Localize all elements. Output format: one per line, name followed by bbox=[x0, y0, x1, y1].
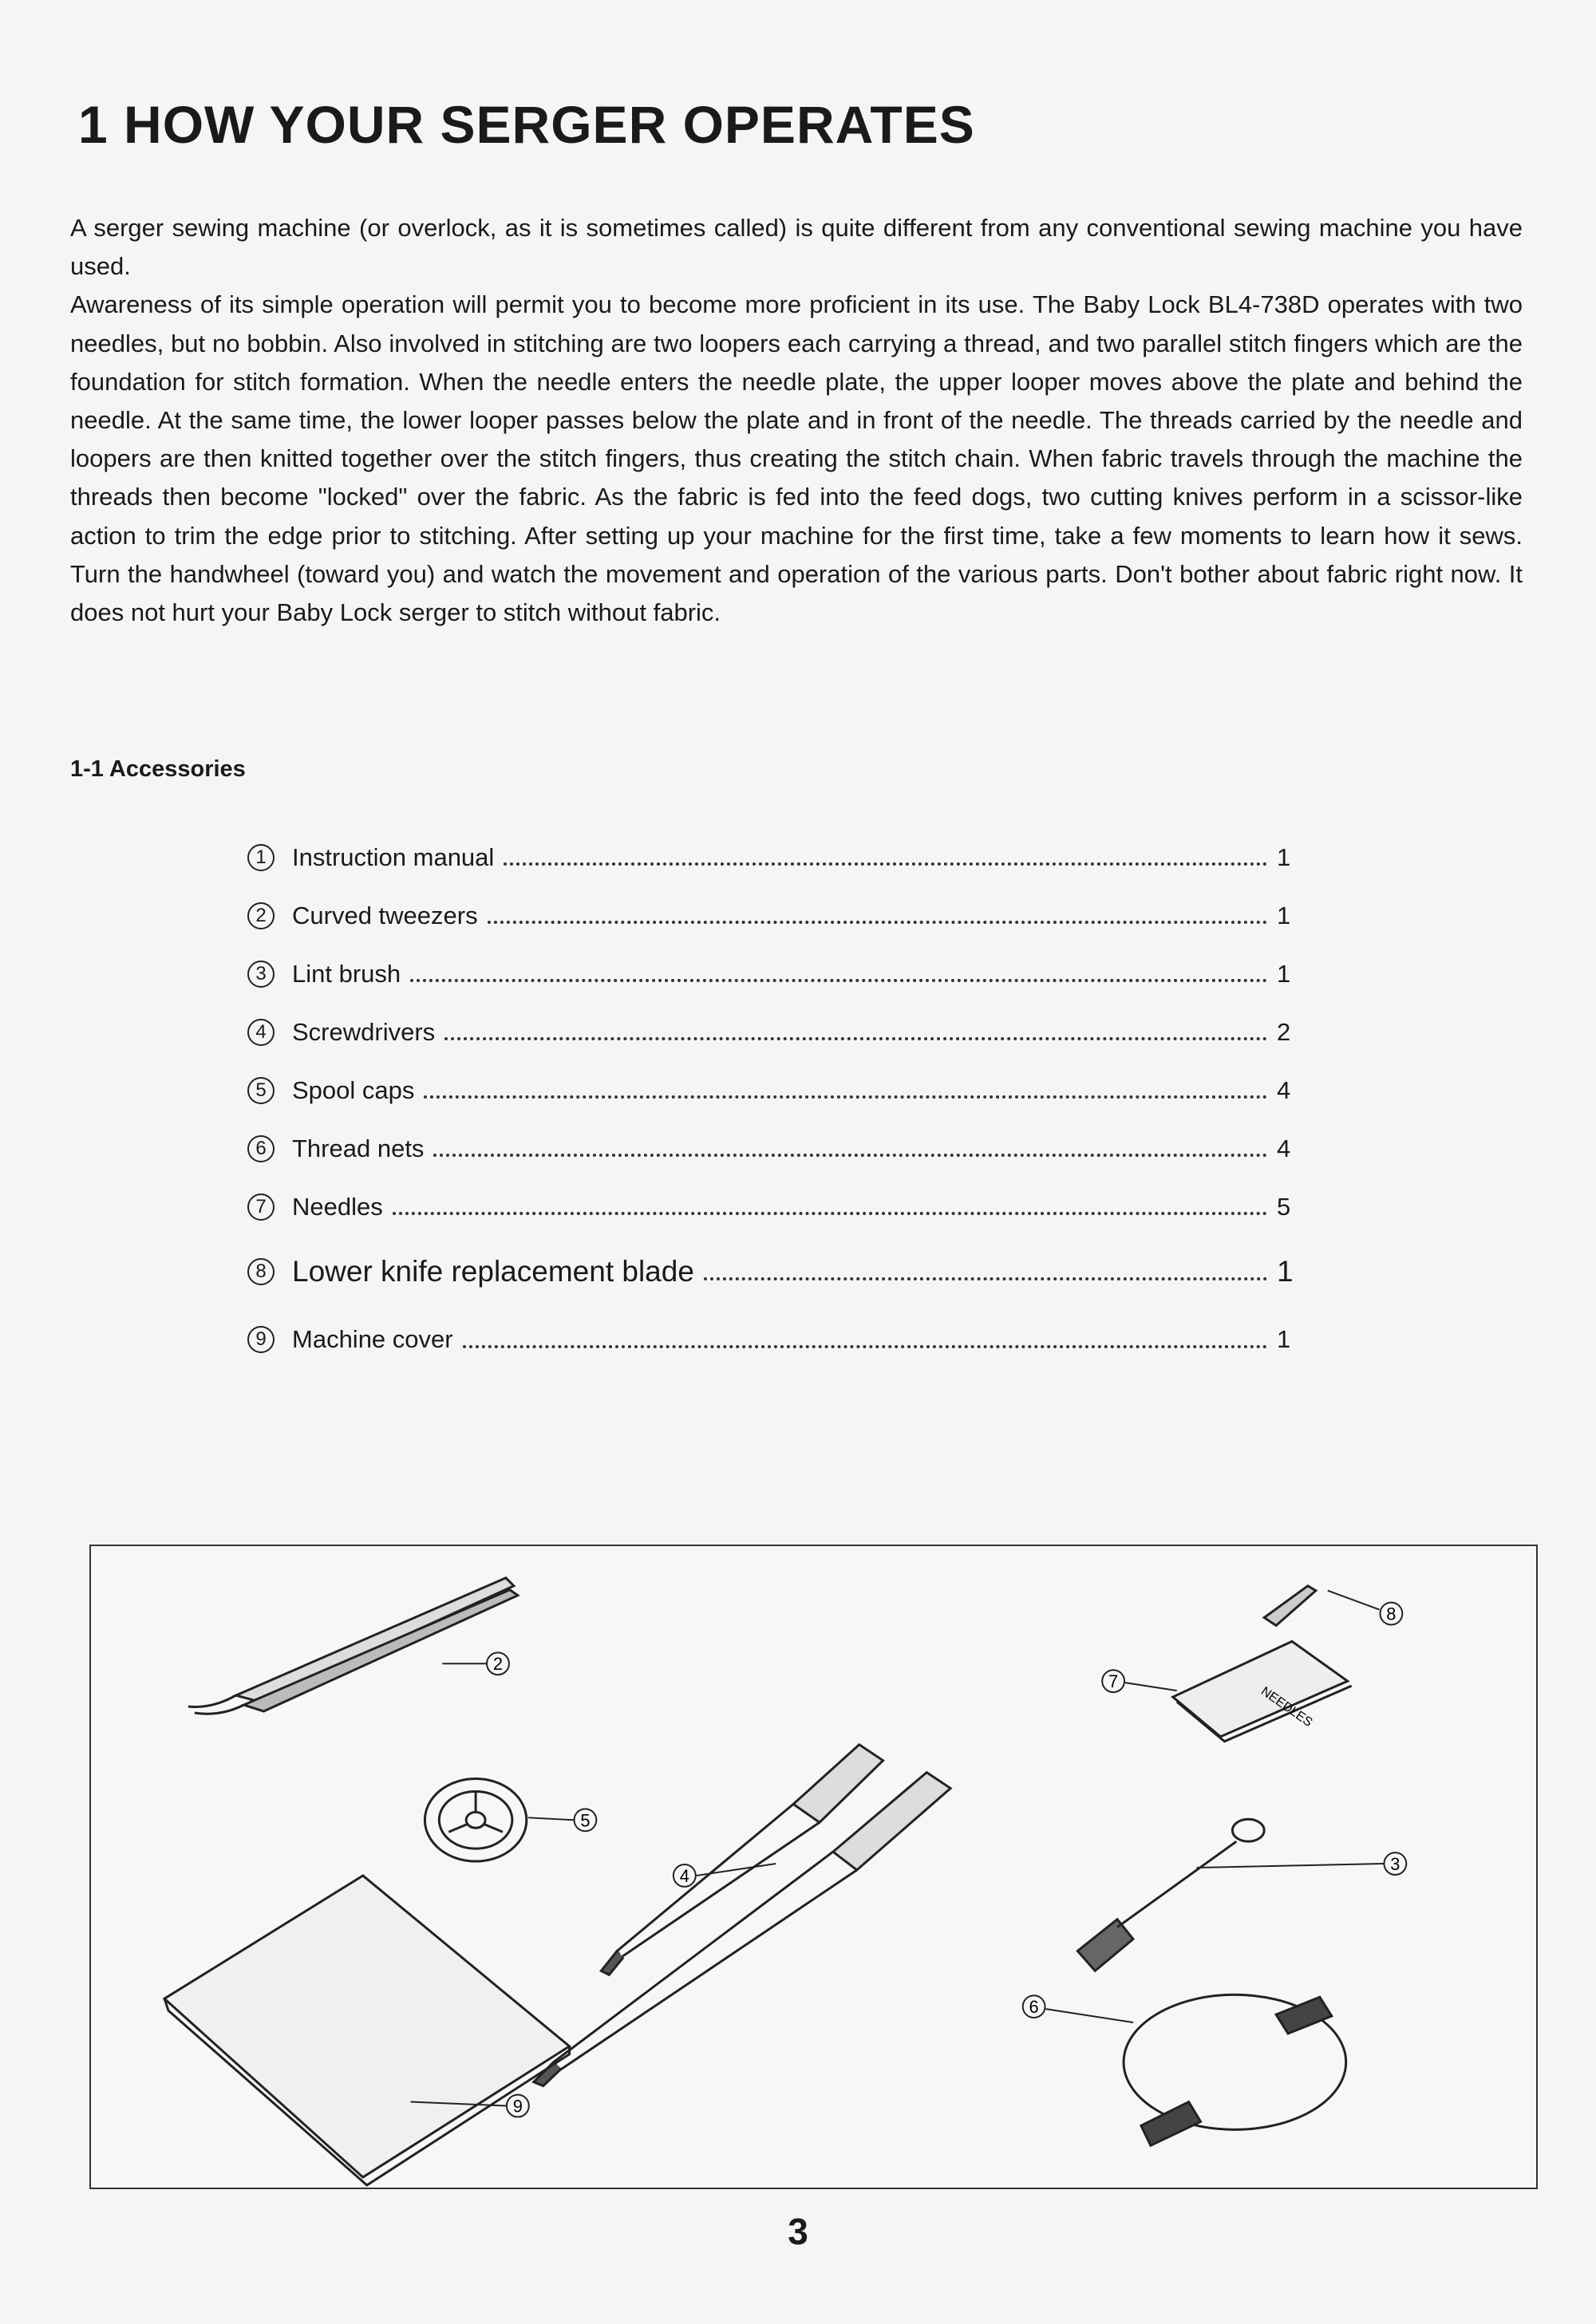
svg-text:5: 5 bbox=[580, 1810, 591, 1831]
item-number: 9 bbox=[247, 1326, 275, 1353]
item-quantity: 1 bbox=[1277, 959, 1291, 988]
item-name: Thread nets bbox=[292, 1134, 425, 1162]
callout-6 bbox=[1023, 1995, 1045, 2018]
item-name: Needles bbox=[292, 1192, 383, 1221]
item-number: 2 bbox=[247, 902, 275, 929]
item-name: Machine cover bbox=[292, 1325, 453, 1353]
dot-leader bbox=[424, 1095, 1267, 1099]
page-title: 1 HOW YOUR SERGER OPERATES bbox=[78, 95, 975, 154]
dot-leader bbox=[488, 920, 1267, 924]
dot-leader bbox=[504, 862, 1267, 866]
list-item bbox=[247, 886, 1301, 945]
list-item bbox=[247, 828, 1301, 886]
needle-packet-drawing bbox=[1125, 1641, 1352, 1741]
callout-9 bbox=[507, 2095, 529, 2117]
dot-leader bbox=[433, 1153, 1267, 1157]
thread-nets-drawing bbox=[1046, 1995, 1346, 2145]
item-name: Lower knife replacement blade bbox=[292, 1255, 694, 1288]
item-quantity: 4 bbox=[1277, 1075, 1291, 1104]
callout-3 bbox=[1384, 1852, 1406, 1875]
dot-leader bbox=[410, 978, 1267, 982]
accessories-illustration bbox=[89, 1545, 1538, 2189]
needle-packet-label: NEEDLES bbox=[1258, 1684, 1315, 1730]
item-quantity: 1 bbox=[1277, 901, 1291, 929]
list-item bbox=[247, 1061, 1301, 1119]
intro-text bbox=[70, 209, 1523, 632]
callout-2 bbox=[487, 1652, 509, 1675]
screwdrivers-drawing bbox=[534, 1745, 950, 2086]
list-item bbox=[247, 1178, 1301, 1236]
item-quantity: 5 bbox=[1277, 1192, 1291, 1221]
item-name: Instruction manual bbox=[292, 842, 495, 871]
svg-text:9: 9 bbox=[512, 2096, 523, 2117]
list-item bbox=[247, 1308, 1301, 1371]
list-item bbox=[247, 1236, 1301, 1308]
list-item bbox=[247, 1003, 1301, 1061]
callout-4 bbox=[674, 1864, 696, 1887]
svg-text:7: 7 bbox=[1108, 1671, 1119, 1692]
item-quantity: 1 bbox=[1277, 842, 1291, 871]
svg-text:6: 6 bbox=[1029, 1997, 1039, 2018]
list-item bbox=[247, 945, 1301, 1003]
item-name: Spool caps bbox=[292, 1075, 415, 1104]
intro-paragraph-2: Awareness of its simple operation will permit you to become more proficient in its use. The Baby Lock BL4-738D operates with two needles, but no bobbin. Also involved in stitching are two loopers each carrying a thread, and two parallel stitch fingers which are the foundation for stitch formation. When the needle enters the needle plate, the upper looper moves above the plate and behind the needle. At the same time, the lower looper passes below the plate and in front of the needle. The threads carried by the needle and loopers are then knitted together over the stitch fingers, thus creating the stitch chain. When fabric travels through the machine the threads then become "locked" over the fabric. As the fabric is fed into the feed dogs, two cutting knives perform in a scissor-like action to trim the edge prior to stitching. After setting up your machine for the first time, take a few moments to learn how it sews. Turn the handwheel (toward you) and watch the movement and operation of the various parts. Don't bother about fabric right now. It does not hurt your Baby Lock serger to stitch without fabric. bbox=[70, 290, 1523, 627]
dot-leader bbox=[463, 1344, 1267, 1348]
page-number: 3 bbox=[788, 2211, 808, 2252]
svg-text:3: 3 bbox=[1390, 1853, 1400, 1874]
item-number: 3 bbox=[247, 961, 275, 988]
item-number: 8 bbox=[247, 1258, 275, 1285]
section-heading: 1-1 Accessories bbox=[70, 756, 246, 782]
lint-brush-drawing bbox=[1077, 1819, 1383, 1971]
item-number: 4 bbox=[247, 1019, 275, 1046]
accessories-list bbox=[247, 828, 1301, 1371]
callout-5 bbox=[574, 1809, 596, 1831]
item-name: Lint brush bbox=[292, 959, 401, 988]
svg-text:2: 2 bbox=[492, 1654, 504, 1675]
item-number: 1 bbox=[247, 844, 275, 871]
spool-cap-drawing bbox=[425, 1779, 573, 1861]
item-quantity: 1 bbox=[1277, 1325, 1291, 1353]
item-quantity: 4 bbox=[1277, 1134, 1291, 1162]
item-number: 7 bbox=[247, 1194, 275, 1221]
machine-cover-drawing bbox=[164, 1876, 569, 2185]
callout-7 bbox=[1102, 1670, 1124, 1692]
tweezers-drawing bbox=[188, 1578, 518, 1714]
knife-blade-drawing bbox=[1264, 1586, 1379, 1626]
list-item bbox=[247, 1119, 1301, 1178]
item-quantity: 1 bbox=[1277, 1255, 1294, 1288]
dot-leader bbox=[393, 1211, 1267, 1215]
dot-leader bbox=[444, 1036, 1267, 1040]
svg-text:4: 4 bbox=[679, 1865, 689, 1886]
item-number: 6 bbox=[247, 1135, 275, 1162]
svg-text:8: 8 bbox=[1386, 1604, 1396, 1624]
item-quantity: 2 bbox=[1277, 1017, 1291, 1046]
item-name: Screwdrivers bbox=[292, 1017, 436, 1046]
callout-8 bbox=[1380, 1603, 1402, 1625]
dot-leader bbox=[704, 1276, 1267, 1280]
item-name: Curved tweezers bbox=[292, 901, 478, 929]
intro-paragraph-1: A serger sewing machine (or overlock, as it is sometimes called) is quite different from any conventional sewing machine you have used. bbox=[70, 214, 1523, 281]
item-number: 5 bbox=[247, 1077, 275, 1104]
